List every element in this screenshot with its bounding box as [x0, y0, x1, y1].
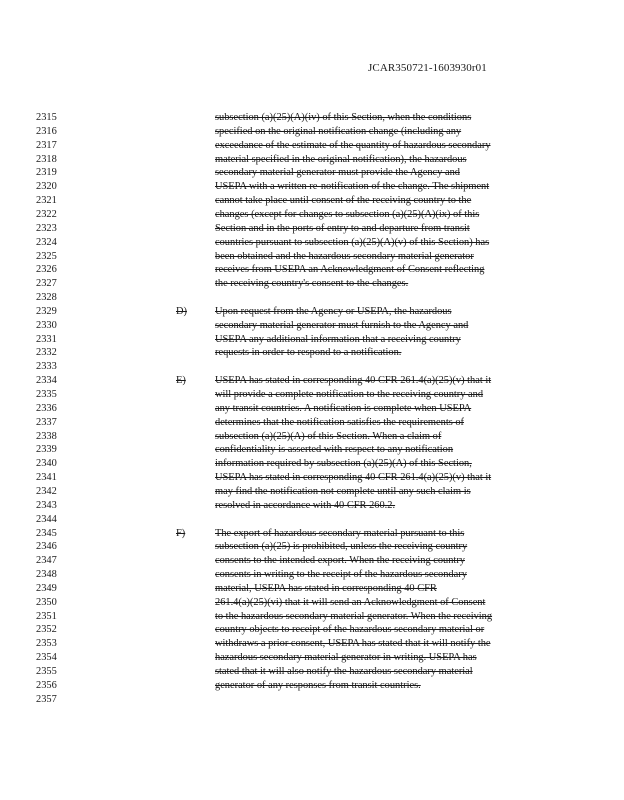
line-number: 2336	[36, 402, 57, 414]
text-line: subsection (a)(25)(A) of this Section. When a claim of	[215, 430, 442, 442]
line-number: 2354	[36, 652, 57, 664]
text-line: hazardous secondary material generator in writing. USEPA has	[215, 652, 477, 664]
text-line: material, USEPA has stated in corresponding 40 CFR	[215, 582, 437, 594]
line-number: 2324	[36, 236, 57, 248]
line-number: 2357	[36, 693, 57, 705]
text-line: been obtained and the hazardous secondary material generator	[215, 250, 474, 262]
text-line: The export of hazardous secondary material pursuant to this	[215, 527, 465, 539]
text-line: the receiving country's consent to the changes.	[215, 278, 409, 290]
text-line: country objects to receipt of the hazardous secondary material or	[215, 624, 485, 636]
text-line: will provide a complete notification to the receiving country and	[215, 389, 484, 400]
text-line: Upon request from the Agency or USEPA, the hazardous	[215, 305, 452, 317]
line-number: 2329	[36, 305, 57, 317]
line-number: 2325	[36, 250, 57, 262]
line-number: 2328	[36, 292, 57, 304]
line-number: 2317	[36, 139, 57, 151]
line-number: 2335	[36, 389, 57, 400]
text-line: receives from USEPA an Acknowledgment of Consent reflecting	[215, 264, 485, 276]
line-number: 2349	[36, 582, 57, 594]
text-line: secondary material generator must provide the Agency and	[215, 167, 460, 179]
line-number: 2321	[36, 195, 57, 207]
line-number: 2356	[36, 679, 57, 691]
text-line: determines that the notification satisfies the requirements of	[215, 416, 465, 428]
text-line: Section and in the ports of entry to and departure from transit	[215, 222, 470, 234]
text-line: resolved in accordance with 40 CFR 260.2.	[215, 499, 396, 511]
text-line: any transit countries. A notification is complete when USEPA	[215, 402, 472, 414]
line-number: 2348	[36, 569, 57, 581]
line-number: 2353	[36, 638, 57, 650]
line-number: 2345	[36, 527, 57, 539]
line-number: 2352	[36, 624, 57, 636]
line-number: 2350	[36, 596, 57, 608]
line-number: 2341	[36, 472, 57, 484]
line-number: 2337	[36, 416, 57, 428]
line-number: 2344	[36, 513, 57, 525]
text-line: to the hazardous secondary material generator. When the receiving	[215, 610, 493, 622]
text-line: USEPA any additional information that a receiving country	[215, 333, 461, 345]
line-number: 2332	[36, 347, 57, 359]
document-header-id: JCAR350721-1603930r01	[368, 62, 487, 74]
text-line: USEPA has stated in corresponding 40 CFR 261.4(a)(25)(v) that it	[215, 472, 492, 484]
line-number: 2327	[36, 278, 57, 290]
line-number: 2342	[36, 485, 57, 497]
text-line: stated that it will also notify the hazardous secondary material	[215, 666, 473, 677]
item-marker-e: E)	[176, 375, 186, 387]
text-line: secondary material generator must furnish to the Agency and	[215, 319, 469, 331]
line-number: 2334	[36, 375, 57, 387]
text-line: USEPA has stated in corresponding 40 CFR 261.4(a)(25)(v) that it	[215, 375, 492, 387]
text-line: consents to the intended export. When the receiving country	[215, 555, 465, 567]
text-line: specified on the original notification change (including any	[215, 125, 462, 137]
text-line: information required by subsection (a)(25)(A) of this Section,	[215, 458, 472, 470]
text-line: subsection (a)(25)(A)(iv) of this Section, when the conditions	[215, 112, 472, 123]
item-marker-d: D)	[176, 305, 187, 317]
text-line: countries pursuant to subsection (a)(25)(A)(v) of this Section) has	[215, 236, 490, 248]
text-line: may find the notification not complete until any such claim is	[215, 485, 471, 497]
text-line: subsection (a)(25) is prohibited, unless the receiving country	[215, 541, 468, 553]
line-number: 2319	[36, 167, 57, 179]
line-number: 2343	[36, 499, 57, 511]
line-number: 2340	[36, 458, 57, 470]
line-number: 2322	[36, 208, 57, 220]
text-line: material specified in the original notification), the hazardous	[215, 153, 467, 165]
text-line: changes (except for changes to subsection (a)(25)(A)(ix) of this	[215, 208, 480, 220]
line-number: 2320	[36, 181, 57, 193]
line-number: 2318	[36, 153, 57, 165]
text-line: USEPA with a written re-notification of the change. The shipment	[215, 181, 490, 193]
line-number: 2339	[36, 444, 57, 456]
line-number: 2351	[36, 610, 57, 622]
item-marker-f: F)	[176, 527, 186, 539]
line-number: 2326	[36, 264, 57, 276]
line-number: 2346	[36, 541, 57, 553]
text-line: consents in writing to the receipt of the hazardous secondary	[215, 569, 467, 581]
text-line: cannot take place until consent of the receiving country to the	[215, 195, 472, 207]
text-line: requests in order to respond to a notification.	[215, 347, 402, 359]
text-line: confidentiality is asserted with respect to any notification	[215, 444, 454, 456]
line-number: 2347	[36, 555, 57, 567]
line-number: 2316	[36, 125, 57, 137]
line-number: 2330	[36, 319, 57, 331]
line-number: 2323	[36, 222, 57, 234]
line-number: 2331	[36, 333, 57, 345]
line-number: 2355	[36, 666, 57, 677]
line-number: 2333	[36, 361, 57, 373]
text-line: exceedance of the estimate of the quantity of hazardous secondary	[215, 139, 491, 151]
text-line: generator of any responses from transit countries.	[215, 679, 421, 691]
text-line: withdraws a prior consent, USEPA has stated that it will notify the	[215, 638, 491, 650]
line-number: 2338	[36, 430, 57, 442]
line-number: 2315	[36, 112, 57, 123]
text-line: 261.4(a)(25)(vi) that it will send an Acknowledgment of Consent	[215, 596, 486, 608]
